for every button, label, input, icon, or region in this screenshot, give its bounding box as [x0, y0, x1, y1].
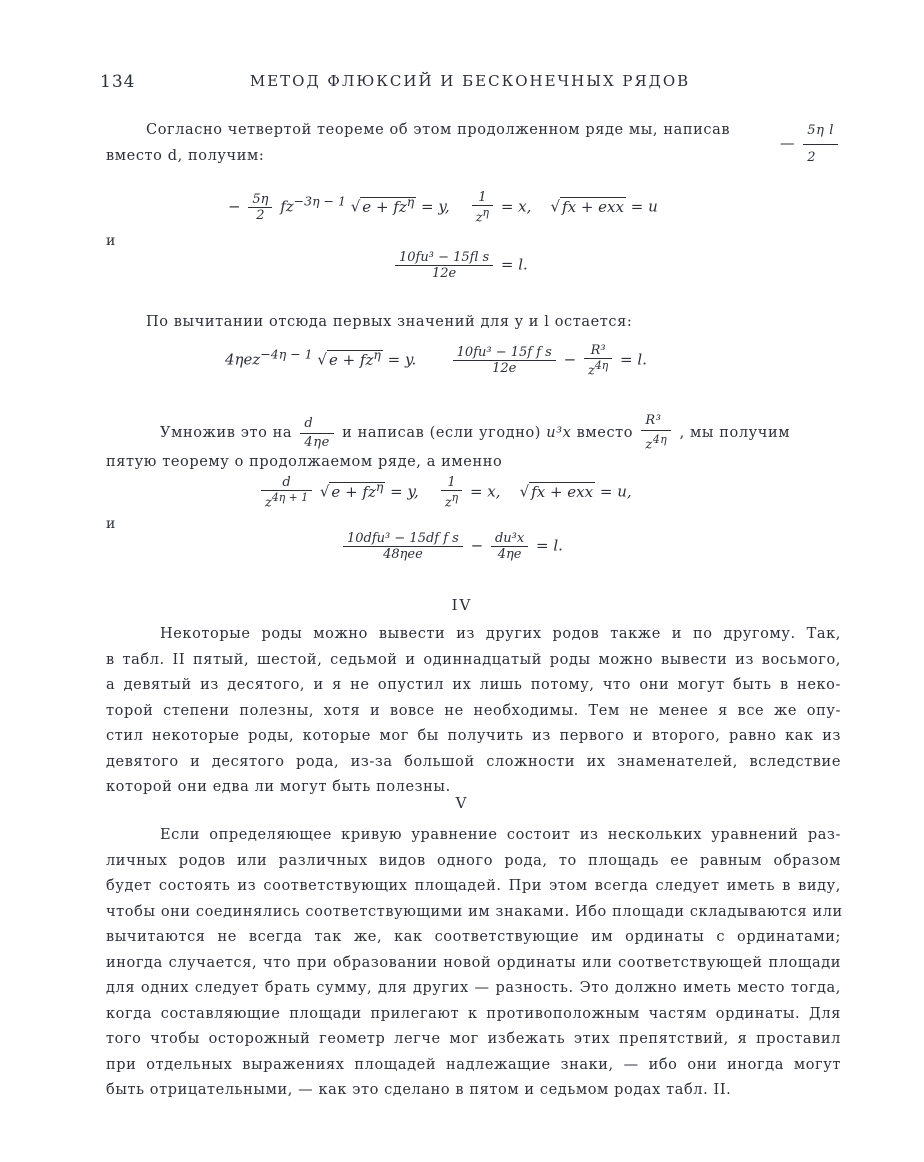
text-line: Если определяющее кривую уравнение состоит из нескольких уравнений раз-	[160, 827, 841, 843]
text-line: когда составляющие площади прилегают к противоположным частям ординаты. Для	[106, 1005, 841, 1022]
section-heading-v: V	[455, 794, 469, 812]
text-line: которой они едва ли могут быть полезны.	[106, 779, 451, 795]
text-line: при отдельных выражениях площадей надлежащие знаки, — ибо они иногда могут	[106, 1056, 841, 1073]
equation-2: $\frac{\text{10fu³ − 15fl s}}{12e}$ = l.	[392, 250, 528, 281]
text-line: быть отрицательными, — как это сделано в пятом и седьмом родах табл. II.	[106, 1082, 732, 1098]
text-line: личных родов или различных видов одного рода, то площадь ее равным образом	[106, 852, 841, 869]
text-line: девятого и десятого рода, из-за большой сложности их знаменателей, вследствие	[106, 753, 841, 770]
conjunction-and: и	[106, 233, 116, 249]
text-line: чтобы они соединялись соответствующими им знаками. Ибо площади складываются или	[106, 903, 843, 920]
text-line: пятую теорему о продолжаемом ряде, а именно	[106, 454, 503, 470]
text-line: По вычитании отсюда первых значений для y и l остается:	[146, 314, 633, 330]
equation-4: $\frac{d}{z^{4\eta + 1}}$ √ $e + fz^\eta = y$, $\frac{1}{z^\eta}$ = x, √ fx + exx = u,	[258, 475, 632, 510]
text-line: стил некоторые роды, которые мог бы получить из первого и второго, равно как из	[106, 728, 841, 744]
text-line: того чтобы осторожный геометр легче мог избежать этих препятствий, я проставил	[106, 1031, 841, 1047]
text-line: Некоторые роды можно вывести из других родов также и по другому. Так,	[160, 626, 841, 642]
page-header	[100, 72, 840, 98]
page-number: 134	[100, 72, 136, 92]
text-line: в табл. II пятый, шестой, седьмой и одиннадцатый роды можно вывести из восьмого,	[106, 651, 841, 668]
text-line: будет состоять из соответствующих площадей. При этом всегда следует иметь в виду,	[106, 878, 841, 894]
running-title: МЕТОД ФЛЮКСИЙ И БЕСКОНЕЧНЫХ РЯДОВ	[249, 72, 691, 90]
paragraph-multiply: Умножив это на $\frac{d}{4\eta e}$ и написав (если угодно) u³x вместо $\frac{\text{R³}}{z^{4\eta}}$ , мы получим пятую теорему о продолжаемом ряде, а именно	[106, 412, 841, 476]
text-line: торой степени полезны, хотя и вовсе не необходимы. Тем не менее я все же опу-	[106, 702, 841, 719]
text-line: вычитаются не всегда так же, как соответствующие им ординаты с ординатами;	[106, 929, 841, 945]
text-line: для одних следует брать сумму, для других — разность. Это должно иметь место тогда,	[106, 980, 841, 996]
paragraph-section-iv	[106, 622, 841, 801]
paragraph-section-v	[106, 823, 841, 1104]
paragraph-theorem-four	[106, 118, 841, 169]
equation-1: − $\frac{5\eta}{2}$ $fz^{-3\eta - 1}$ √ $e + fz^\eta = y$, $\frac{1}{z^\eta}$ = x, √ fx + exx = u	[228, 190, 658, 226]
equation-3: 4ηez$^{-4\eta - 1}$ √ $e + fz^\eta = y$. $\frac{\text{10fu³ − 15f f s}}{12e}$ − $\frac{\text{R³}}{z^{4\eta}}$ = l.	[225, 343, 647, 379]
section-heading-iv: IV	[451, 596, 473, 614]
equation-5: $\frac{\text{10dfu³ − 15df f s}}{\text{48ηee}}$ − $\frac{\text{du³x}}{4\eta e}$ = l.	[340, 531, 563, 562]
text-line: а девятый из десятого, и я не опустил их лишь потому, что они могут быть в неко-	[106, 677, 841, 693]
paragraph-subtraction	[106, 310, 841, 336]
text-line: вместо d, получим:	[106, 147, 265, 164]
text-line: Согласно четвертой теореме об этом продолженном ряде мы, написав	[146, 122, 731, 138]
conjunction-and: и	[106, 516, 116, 532]
inline-fraction: — $\frac{\text{5η l}}{2}$	[780, 118, 841, 170]
text-line: иногда случается, что при образовании новой ординаты или соответствующей площади	[106, 954, 841, 971]
